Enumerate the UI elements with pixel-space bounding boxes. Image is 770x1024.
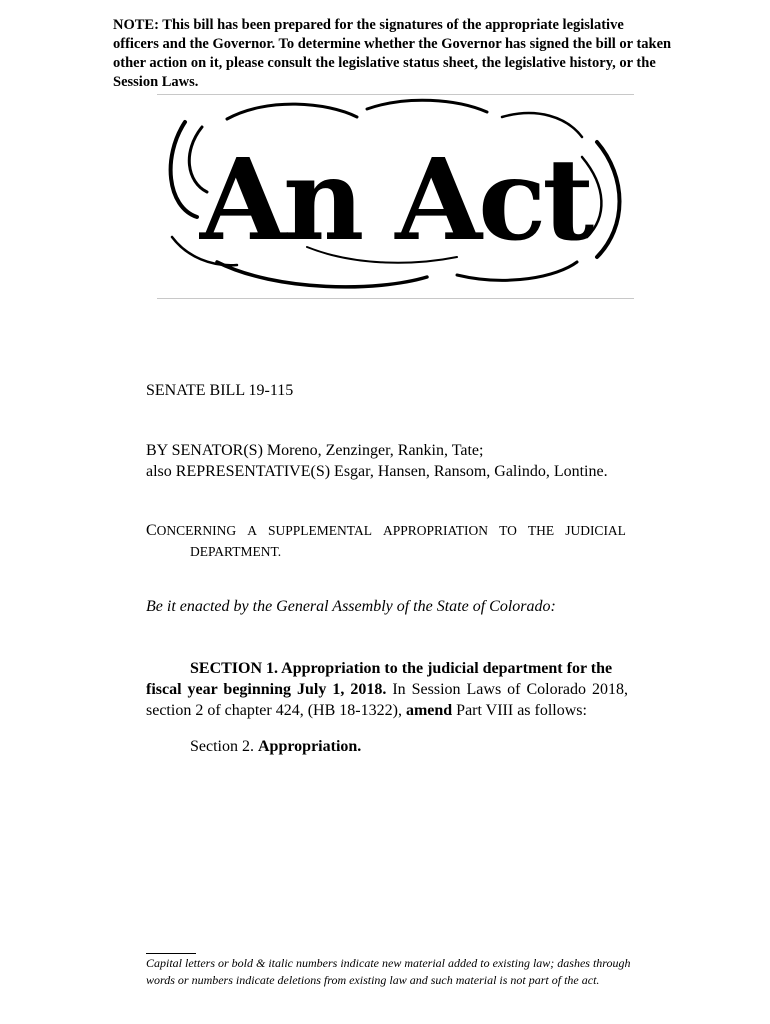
title-word: A: [247, 523, 257, 538]
footnote-rule: [146, 953, 196, 954]
title-word: THE: [527, 523, 555, 538]
section-1-heading: SECTION 1. Appropriation to the judicial department for the: [190, 660, 613, 677]
footnote: Capital letters or bold & italic numbers indicate new material added to existing law; dashes through words or numbers indicate deletions from existing law and such material is not part of the act.: [146, 956, 631, 987]
section-1: [146, 658, 628, 721]
sponsors: [146, 440, 646, 482]
title-word: JUDICIAL: [565, 523, 626, 538]
bill-number: SENATE BILL 19-115: [146, 382, 294, 399]
subsection-heading: [190, 738, 361, 756]
bill-title-line-1: [146, 520, 626, 541]
seal-top-rule: [157, 94, 634, 95]
title-word: APPROPRIATION: [383, 523, 489, 538]
senate-sponsors: BY SENATOR(S) Moreno, Zenzinger, Rankin, Tate;: [146, 442, 484, 459]
svg-text:An Act: An Act: [199, 135, 591, 266]
status-note: NOTE: This bill has been prepared for the signatures of the appropriate legislative officers and the Governor. To determine whether the Governor has signed the bill or taken other action on it, please consult the legislative status sheet, the legislative history, or the Session Laws.: [113, 17, 672, 90]
title-word: CONCERNING: [146, 522, 237, 539]
an-act-seal: [157, 97, 634, 297]
subsection-label: Section 2.: [190, 738, 258, 755]
bill-title: [146, 520, 626, 562]
title-word: TO: [499, 523, 517, 538]
subsection-title: Appropriation.: [258, 738, 362, 755]
section-1-body: fiscal year beginning July 1, 2018. In Session Laws of Colorado 2018, section 2 of chapter 424, (HB 18-1322), amend Part VIII as follows:: [146, 681, 629, 719]
enacting-clause: Be it enacted by the General Assembly of the State of Colorado:: [146, 598, 556, 615]
title-word: SUPPLEMENTAL: [268, 523, 372, 538]
seal-bottom-rule: [157, 298, 634, 299]
bill-title-line-2: DEPARTMENT.: [190, 544, 282, 559]
house-sponsors: also REPRESENTATIVE(S) Esgar, Hansen, Ransom, Galindo, Lontine.: [146, 463, 608, 480]
